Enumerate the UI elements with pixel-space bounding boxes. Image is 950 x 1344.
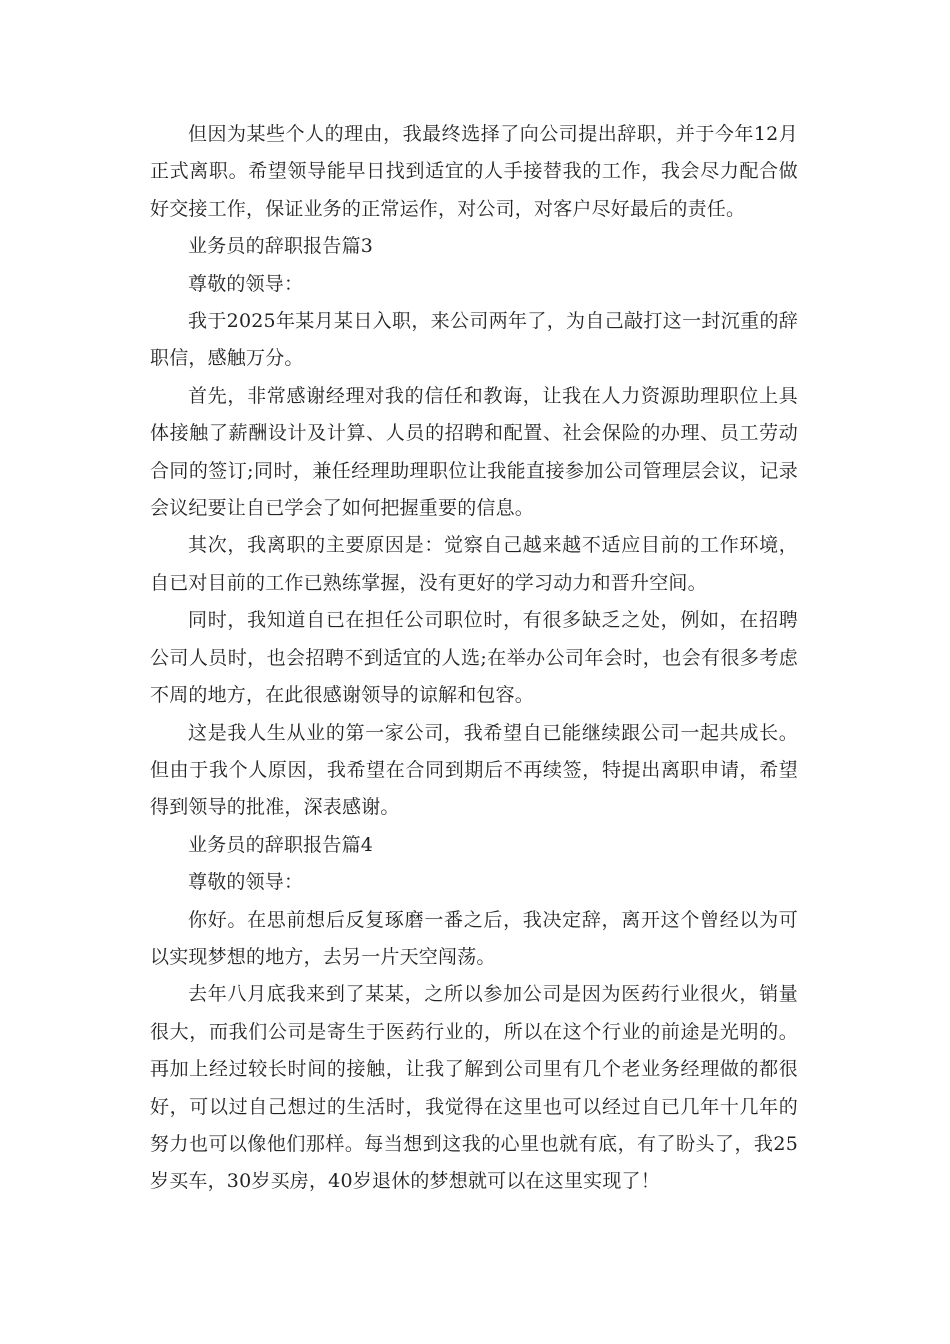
section-heading-4: 业务员的辞职报告篇4 xyxy=(188,833,374,856)
paragraph-background: 去年八月底我来到了某某，之所以参加公司是因为医药行业很火，销量很大，而我们公司是寄生于医药行业的，所以在这个行业的前途是光明的。再加上经过较长时间的接触，让我了解到公司里有几个老业务经理做的都很好，可以过自己想过的生活时，我觉得在这里也可以经过自已几年十几年的努力也可以像他们那样。每当想到这我的心里也就有底，有了盼头了，我25岁买车，30岁买房，40岁退休的梦想就可以在这里实现了！ xyxy=(150,983,798,1193)
paragraph-thanks: 首先，非常感谢经理对我的信任和教诲，让我在人力资源助理职位上具体接触了薪酬设计及计算、人员的招聘和配置、社会保险的办理、员工劳动合同的签订;同时，兼任经理助理职位让我能直接参加公司管理层会议，记录会议纪要让自已学会了如何把握重要的信息。 xyxy=(150,384,798,520)
paragraph-resignation-reason: 但因为某些个人的理由，我最终选择了向公司提出辞职，并于今年12月正式离职。希望领导能早日找到适宜的人手接替我的工作，我会尽力配合做好交接工作，保证业务的正常运作，对公司，对客户尽好最后的责任。 xyxy=(150,123,798,220)
salutation: 尊敬的领导： xyxy=(188,272,304,295)
salutation: 尊敬的领导： xyxy=(188,871,304,894)
paragraph-request: 这是我人生从业的第一家公司，我希望自已能继续跟公司一起共成长。但由于我个人原因，我希望在合同到期后不再续签，特提出离职申请，希望得到领导的批准，深表感谢。 xyxy=(150,721,798,819)
paragraph-intro: 我于2025年某月某日入职，来公司两年了，为自己敲打这一封沉重的辞职信，感触万分。 xyxy=(150,310,798,370)
document-body xyxy=(150,116,798,1201)
paragraph-shortcomings: 同时，我知道自已在担任公司职位时，有很多缺乏之处，例如，在招聘公司人员时，也会招聘不到适宜的人选;在举办公司年会时，也会有很多考虑不周的地方，在此很感谢领导的谅解和包容。 xyxy=(150,609,798,707)
paragraph-reason: 其次，我离职的主要原因是：觉察自己越来越不适应目前的工作环境，自已对目前的工作已熟练掌握，没有更好的学习动力和晋升空间。 xyxy=(150,534,798,594)
section-heading-3: 业务员的辞职报告篇3 xyxy=(188,235,374,258)
paragraph-greeting: 你好。在思前想后反复琢磨一番之后，我决定辞，离开这个曾经以为可以实现梦想的地方，去另一片天空闯荡。 xyxy=(150,908,798,968)
